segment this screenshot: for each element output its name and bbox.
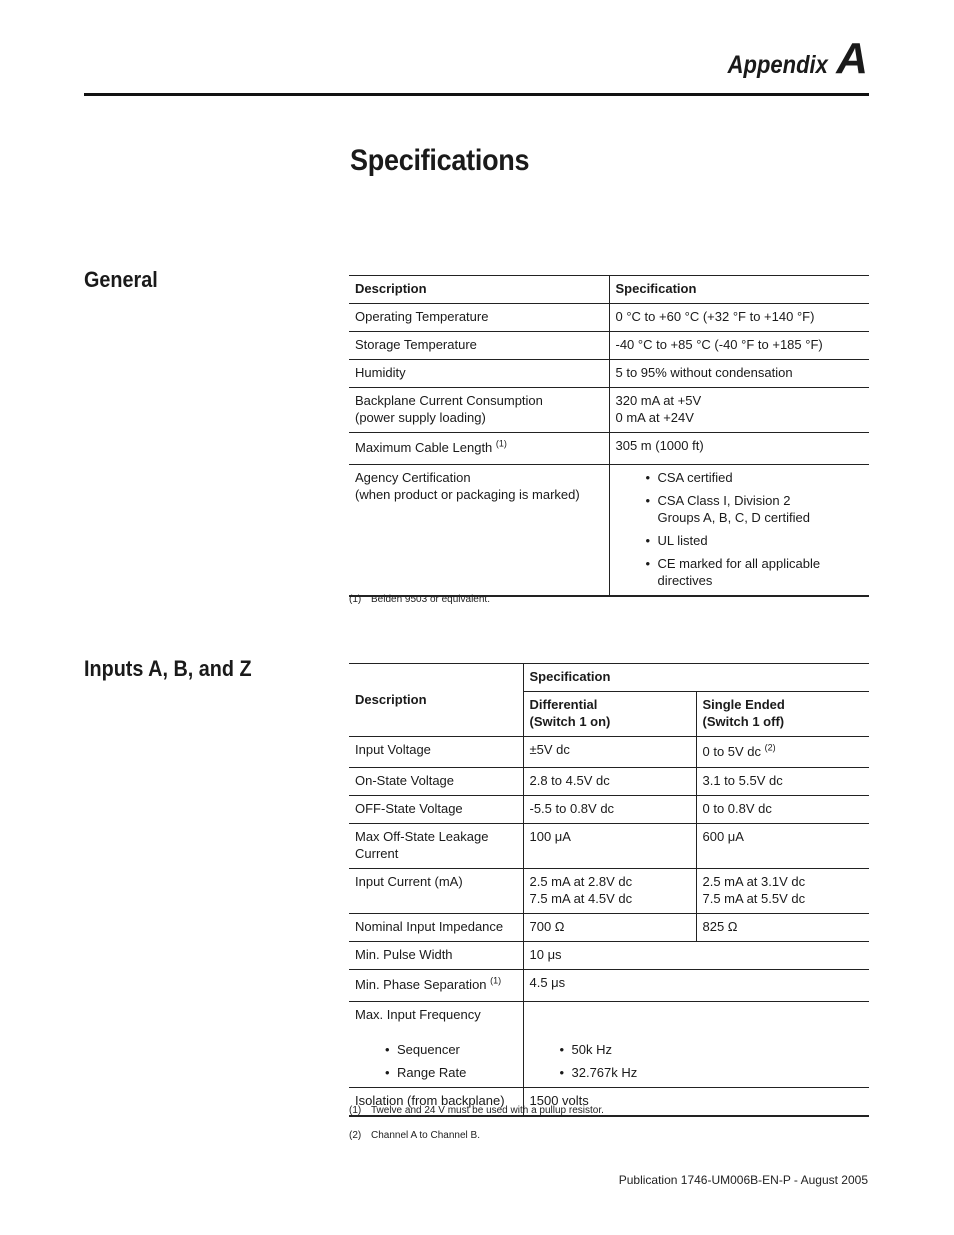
list-item [616,555,864,589]
differential-cell: 700 Ω [523,914,696,942]
list-item-text: Groups A, B, C, D certified [657,510,810,525]
table-row [349,970,869,1002]
description-cell [349,1002,523,1088]
description-cell [349,388,609,433]
differential-cell: -5.5 to 0.8V dc [523,796,696,824]
table-row [349,796,869,824]
specification-cell [609,465,869,597]
list-item-text: Sequencer [397,1042,460,1057]
differential-cell: 2.8 to 4.5V dc [523,768,696,796]
description-cell [349,433,609,465]
cell-line: 2.5 mA at 2.8V dc [529,874,633,889]
list-item [355,1041,517,1058]
general-footnote [349,594,490,605]
description-cell: On-State Voltage [349,768,523,796]
description-cell: Isolation (from backplane) [349,1088,523,1117]
column-header-description: Description [349,276,609,304]
description-line: Backplane Current Consumption [355,393,543,408]
footnote-text: Channel A to Channel B. [371,1130,480,1141]
header-line: (Switch 1 on) [529,714,611,729]
frequency-value-list [530,1041,864,1081]
description-cell: Nominal Input Impedance [349,914,523,942]
specification-line: 0 mA at +24V [615,410,694,425]
description-cell: OFF-State Voltage [349,796,523,824]
differential-cell [523,869,696,914]
inputs-footnote [349,1130,480,1141]
table-row [349,914,869,942]
appendix-word: Appendix [727,51,829,79]
specification-cell: 5 to 95% without condensation [609,360,869,388]
description-line: Agency Certification [355,470,471,485]
header-line: Single Ended [702,697,785,712]
single-ended-cell: 600 μA [696,824,869,869]
footnote-text: Twelve and 24 V must be used with a pullup resistor. [371,1105,604,1116]
frequency-mode-list [355,1041,517,1081]
list-item-text: directives [657,573,713,588]
description-cell: Input Voltage [349,737,523,768]
description-cell: Storage Temperature [349,332,609,360]
table-row [349,388,869,433]
list-item [616,532,864,549]
single-ended-cell [696,737,869,768]
inputs-footnote [349,1105,604,1116]
footnote-ref: (2) [764,742,776,753]
column-header-description: Description [349,664,523,737]
description-text: Maximum Cable Length [355,440,493,455]
table-row [349,737,869,768]
description-cell: Humidity [349,360,609,388]
list-item [355,1064,517,1081]
table-row [349,768,869,796]
list-item-text: CSA certified [657,470,733,485]
list-item [530,1064,864,1081]
footnote-ref: (1) [490,975,502,986]
table-row [349,465,869,597]
table-row [349,942,869,970]
column-header-differential [523,692,696,737]
footnote-number: (1) [349,1105,362,1116]
header-rule [84,93,869,96]
general-spec-table [349,275,869,597]
description-text: Min. Phase Separation [355,977,487,992]
header-line: Differential [529,697,598,712]
list-item-text: • CSA Class I, Division 2 [657,493,791,508]
appendix-letter: A [836,34,868,83]
list-item [616,492,864,526]
specification-cell: 0 °C to +60 °C (+32 °F to +140 °F) [609,304,869,332]
list-item-text: Range Rate [397,1065,467,1080]
description-cell: Input Current (mA) [349,869,523,914]
cell-line: 2.5 mA at 3.1V dc [702,874,806,889]
description-cell [349,970,523,1002]
certification-list [616,469,864,589]
table-row [349,869,869,914]
list-item-text: • CE marked for all applicable [657,556,821,571]
specification-cell [523,1002,869,1088]
differential-cell: ±5V dc [523,737,696,768]
description-cell [349,824,523,869]
list-item-text: 32.767k Hz [571,1065,638,1080]
description-cell [349,465,609,597]
specification-cell: 10 μs [523,942,869,970]
table-row [349,433,869,465]
column-header-single-ended [696,692,869,737]
column-header-specification: Specification [609,276,869,304]
description-text: Max. Input Frequency [355,1007,481,1022]
footnote-number: (1) [349,594,362,605]
description-line: (when product or packaging is marked) [355,487,580,502]
appendix-header [714,34,868,84]
list-item-text: 50k Hz [571,1042,612,1057]
description-cell: Operating Temperature [349,304,609,332]
description-line: Max Off-State Leakage [355,829,489,844]
table-row [349,824,869,869]
column-header-specification: Specification [523,664,869,692]
list-item [530,1041,864,1058]
header-line: (Switch 1 off) [702,714,785,729]
table-row [349,360,869,388]
differential-cell: 100 μA [523,824,696,869]
specification-cell: -40 °C to +85 °C (-40 °F to +185 °F) [609,332,869,360]
list-item-text: UL listed [657,533,708,548]
list-item [616,469,864,486]
section-title-inputs: Inputs A, B, and Z [84,656,252,681]
specification-cell: 1500 volts [523,1088,869,1117]
single-ended-cell [696,869,869,914]
single-ended-cell: 0 to 0.8V dc [696,796,869,824]
cell-text: 0 to 5V dc [702,744,762,759]
inputs-spec-table [349,663,869,1117]
footnote-text: Belden 9503 or equivalent. [371,594,490,605]
single-ended-cell: 3.1 to 5.5V dc [696,768,869,796]
specification-cell: 4.5 μs [523,970,869,1002]
publication-footer: Publication 1746-UM006B-EN-P - August 2005 [618,1173,868,1187]
footnote-number: (2) [349,1130,362,1141]
description-cell: Min. Pulse Width [349,942,523,970]
description-line: (power supply loading) [355,410,486,425]
specification-line: 320 mA at +5V [615,393,702,408]
page-title: Specifications [350,144,530,177]
table-header-row [349,276,869,304]
table-row [349,304,869,332]
footnote-ref: (1) [495,438,507,449]
specification-cell: 305 m (1000 ft) [609,433,869,465]
specification-cell [609,388,869,433]
cell-line: 7.5 mA at 5.5V dc [702,891,806,906]
cell-line: 7.5 mA at 4.5V dc [529,891,633,906]
table-row [349,1002,869,1088]
section-title-general: General [84,267,158,292]
table-row [349,332,869,360]
description-line: Current [355,846,399,861]
single-ended-cell: 825 Ω [696,914,869,942]
table-header-row [349,664,869,692]
